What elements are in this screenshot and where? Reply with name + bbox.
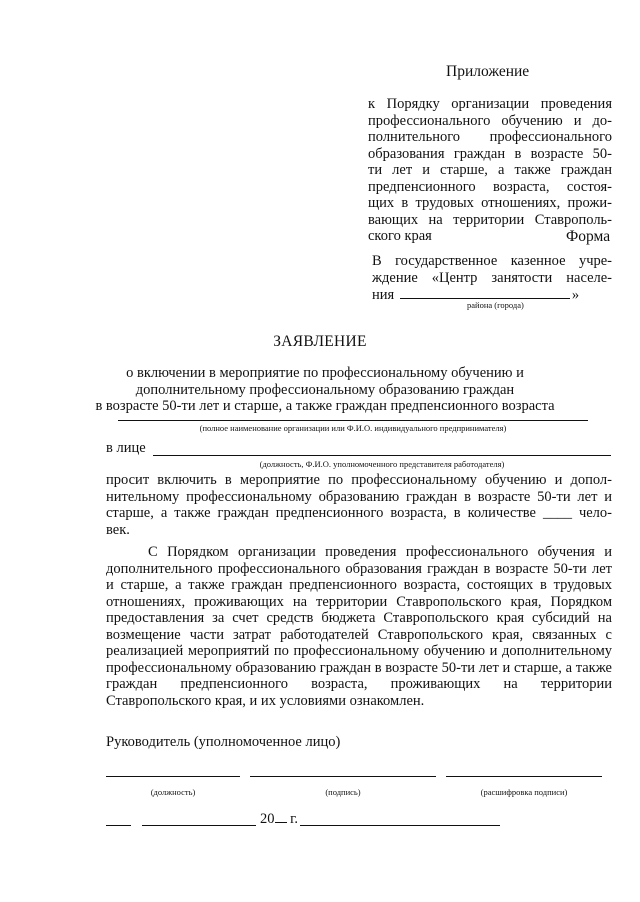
request-line: просит включить в мероприятие по профессиональному обучению и допол-	[106, 472, 612, 488]
request-line: нительному профессиональному образованию граждан в возрасте 50-ти лет и	[106, 488, 612, 505]
appendix-line: предпенсионного возраста, состоя-	[368, 178, 612, 195]
subtitle-line: о включении в мероприятие по профессиональному обучению и	[126, 365, 524, 381]
year-suffix: г.	[290, 811, 299, 827]
organization-blank-line	[118, 420, 588, 421]
appendix-line: полнительного профессионального	[368, 129, 612, 145]
addressee-line: В государственное казенное учре-	[372, 253, 612, 269]
date-trailing-blank	[300, 825, 500, 826]
signatory-label: Руководитель (уполномоченное лицо)	[106, 734, 341, 750]
form-label: Форма	[566, 228, 611, 245]
date-year	[260, 810, 298, 828]
addressee-block	[372, 253, 612, 304]
appendix-title: Приложение	[446, 63, 530, 80]
signature-blank-line	[250, 776, 436, 777]
addressee-suffix: »	[571, 287, 580, 303]
appendix-line: образования граждан в возрасте 50-	[368, 145, 612, 162]
position-caption: (должность)	[150, 787, 196, 797]
date-day-blank	[106, 825, 131, 826]
representative-blank-line	[153, 455, 611, 456]
organization-caption: (полное наименование организации или Ф.И.О. индивидуального предпринимателя)	[199, 423, 507, 433]
date-month-blank	[142, 825, 256, 826]
appendix-line: щих в трудовых отношениях, прожи-	[368, 195, 612, 211]
document-subtitle	[90, 365, 560, 415]
appendix-line: профессионального обучению и до-	[368, 112, 612, 129]
appendix-line: ти лет и старше, а также граждан	[368, 162, 612, 178]
request-line: век.	[106, 521, 130, 538]
request-paragraph	[106, 472, 612, 538]
subtitle-line: дополнительному профессиональному образованию граждан	[135, 381, 515, 398]
addressee-line: ждение «Центр занятости населе-	[372, 269, 612, 286]
position-blank-line	[106, 776, 240, 777]
appendix-line: к Порядку организации проведения	[368, 96, 612, 112]
subtitle-line: в возрасте 50-ти лет и старше, а также граждан предпенсионного возраста	[95, 398, 555, 414]
year-blank	[275, 810, 287, 823]
decoding-caption: (расшифровка подписи)	[480, 787, 568, 797]
district-caption: района (города)	[467, 300, 524, 310]
appendix-text	[368, 96, 612, 245]
addressee-prefix: ния	[372, 287, 395, 303]
in-person-prefix: в лице	[106, 440, 146, 456]
signature-caption: (подпись)	[325, 787, 361, 797]
year-prefix: 20	[260, 811, 275, 827]
appendix-line: ского края	[368, 228, 432, 244]
appendix-line: вающих на территории Ставрополь-	[368, 211, 612, 228]
document-title: ЗАЯВЛЕНИЕ	[273, 333, 367, 350]
acknowledgement-paragraph: С Порядком организации проведения профессионального обучения и дополнительного профессионального образования граждан в возрасте 50-ти лет и старше, а также граждан предпенсионного возраста, состоящих в трудовых отношениях, проживающих на территории Ставропольского края, Порядком предоставления за счет средств бюджета Ставропольского края субсидий на возмещение части затрат работодателей Ставропольского края, связанных с реализацией мероприятий по профессиональному обучению и дополнительному профессиональному образованию граждан в возрасте 50-ти лет и старше, а также граждан предпенсионного возраста, проживающих на территории Ставропольского края, и их условиями ознакомлен.	[106, 544, 612, 709]
request-line: старше, а также граждан предпенсионного возраста, в количестве ____ чело-	[106, 505, 612, 521]
representative-caption: (должность, Ф.И.О. уполномоченного представителя работодателя)	[259, 459, 505, 469]
district-blank-line	[400, 286, 570, 299]
decoding-blank-line	[446, 776, 602, 777]
